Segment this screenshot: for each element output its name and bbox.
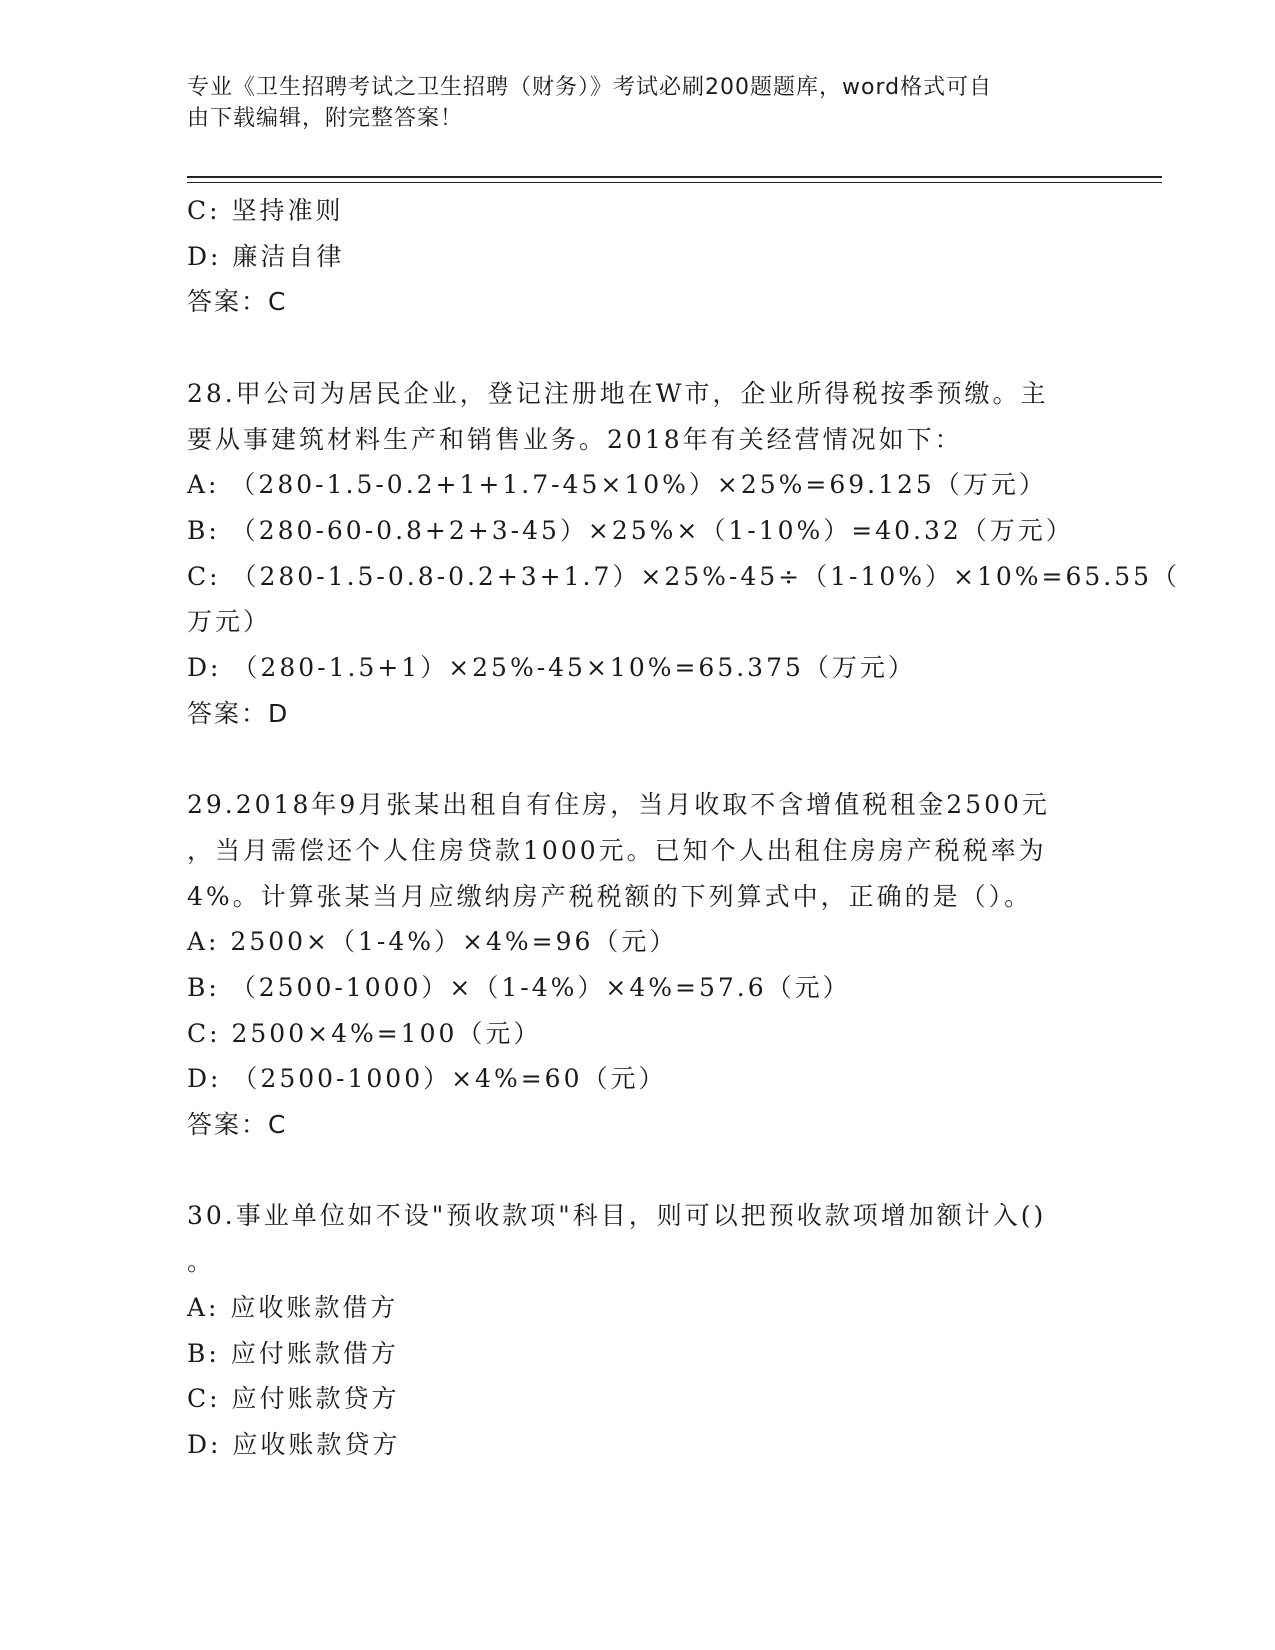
question-stem: 要从事建筑材料生产和销售业务。2018年有关经营情况如下： xyxy=(187,424,963,454)
answer: 答案：C xyxy=(187,287,288,317)
question-stem: 28.甲公司为居民企业，登记注册地在W市，企业所得税按季预缴。主 xyxy=(187,378,1049,408)
spacer xyxy=(187,1148,1087,1194)
option-a: A: 2500×（1-4%）×4%=96（元） xyxy=(187,927,678,957)
header-line-1: 专业《卫生招聘考试之卫生招聘（财务）》考试必刷200题题库，word格式可自 xyxy=(187,75,993,100)
option-b: B: 应付账款借方 xyxy=(187,1338,399,1368)
option-d: D: 应收账款贷方 xyxy=(187,1429,401,1459)
question-29 xyxy=(187,782,1087,1148)
option-b: B: （280-60-0.8+2+3-45）×25%×（1-10%）=40.32（万元） xyxy=(187,515,1074,545)
answer: 答案：D xyxy=(187,698,290,728)
option-c: C: （280-1.5-0.8-0.2+3+1.7）×25%-45÷（1-10%）×10%=65.55（ xyxy=(187,561,1181,591)
option-c: C: 应付账款贷方 xyxy=(187,1384,400,1414)
question-stem: ，当月需偿还个人住房贷款1000元。已知个人出租住房房产税税率为 xyxy=(187,835,1047,865)
spacer xyxy=(187,325,1087,371)
spacer xyxy=(187,736,1087,782)
option-d: D: 廉洁自律 xyxy=(187,241,345,271)
question-stem: 29.2018年9月张某出租自有住房，当月收取不含增值税租金2500元 xyxy=(187,790,1050,820)
header-rule-thick xyxy=(187,176,1162,178)
question-27 xyxy=(187,188,1087,325)
option-d: D: （280-1.5+1）×25%-45×10%=65.375（万元） xyxy=(187,653,916,683)
option-a: A: （280-1.5-0.2+1+1.7-45×10%）×25%=69.125（万元） xyxy=(187,470,1047,500)
question-stem: 4%。计算张某当月应缴纳房产税税额的下列算式中，正确的是（）。 xyxy=(187,881,1033,911)
option-c-continued: 万元） xyxy=(187,607,272,637)
question-list xyxy=(187,188,1181,1468)
option-a: A: 应收账款借方 xyxy=(187,1292,399,1322)
option-c: C: 坚持准则 xyxy=(187,196,344,225)
option-b: B: （2500-1000）×（1-4%）×4%=57.6（元） xyxy=(187,972,851,1002)
question-stem: 。 xyxy=(187,1247,216,1277)
answer: 答案：C xyxy=(187,1110,288,1140)
option-c: C: 2500×4%=100（元） xyxy=(187,1018,542,1048)
header-line-2: 由下载编辑，附完整答案！ xyxy=(187,106,464,131)
question-stem: 30.事业单位如不设"预收款项"科目，则可以把预收款项增加额计入() xyxy=(187,1201,1047,1231)
question-28 xyxy=(187,371,1181,737)
document-header xyxy=(187,72,1067,134)
option-d: D: （2500-1000）×4%=60（元） xyxy=(187,1064,667,1094)
question-30 xyxy=(187,1193,1087,1467)
header-rule-thin xyxy=(187,182,1162,183)
